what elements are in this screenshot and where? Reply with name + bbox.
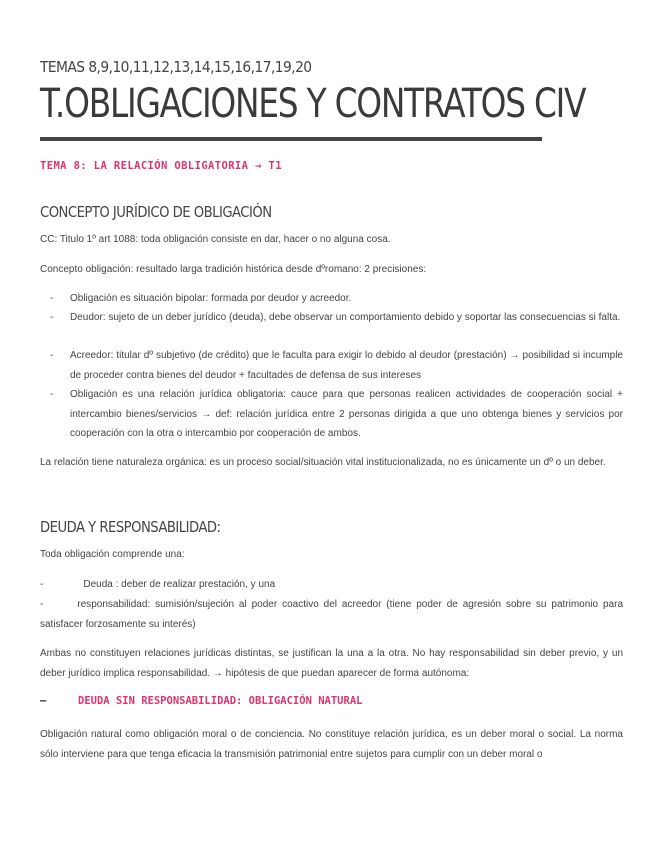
bullet-dash: - <box>50 312 54 323</box>
section-heading-deuda: DEUDA Y RESPONSABILIDAD: <box>40 518 221 536</box>
tema-heading: TEMA 8: LA RELACIÓN OBLIGATORIA → T1 <box>40 160 282 172</box>
paragraph: La relación tiene naturaleza orgánica: es un proceso social/situación vital institucionalizada, no es únicamente un dº o un deber. <box>40 457 606 468</box>
bullet-dash: - <box>40 579 44 590</box>
list-item: - Obligación es situación bipolar: formada por deudor y acreedor. <box>50 289 623 309</box>
paragraph: Ambas no constituyen relaciones jurídicas distintas, se justifican la una a la otra. No hay responsabilidad sin deber previo, y un deber jurídico implica responsabilidad. → hipótesis de que puedan aparecer de forma autónoma: <box>40 648 623 679</box>
list-item: - Obligación es una relación jurídica obligatoria: cauce para que personas realicen actividades de cooperación social + intercambio bienes/servicios → def: relación jurídica entre 2 personas dirigida a que uno obtenga bienes y servicios por cooperación con la otra o intercambio por cooperación de ambos. <box>50 385 623 444</box>
list-item: - responsabilidad: sumisión/sujeción al poder coactivo del acreedor (tiene poder de agresión sobre su patrimonio para satisfacer forzosamente su interés) <box>40 599 623 630</box>
document-subtitle: TEMAS 8,9,10,11,12,13,14,15,16,17,19,20 <box>40 58 312 76</box>
subsection-heading: – DEUDA SIN RESPONSABILIDAD: OBLIGACIÓN NATURAL <box>40 695 363 707</box>
list-item: - Acreedor: titular dº subjetivo (de crédito) que le faculta para exigir lo debido al deudor (prestación) → posibilidad si incumple de proceder contra bienes del deudor + facultades de defensa de sus intereses <box>50 346 623 385</box>
paragraph: Toda obligación comprende una: <box>40 549 185 560</box>
bullet-dash: - <box>50 293 54 304</box>
heading-dash: – <box>40 695 47 707</box>
paragraph: Concepto obligación: resultado larga tradición histórica desde dºromano: 2 precisiones: <box>40 264 427 275</box>
paragraph: CC: Titulo 1º art 1088: toda obligación consiste en dar, hacer o no alguna cosa. <box>40 234 391 245</box>
list-item: - Deudor: sujeto de un deber jurídico (deuda), debe observar un comportamiento debido y soportar las consecuencias si falta. <box>50 308 623 328</box>
bullet-dash: - <box>50 350 54 361</box>
list-item: - Deuda : deber de realizar prestación, y una <box>40 579 276 590</box>
section-heading-concepto: CONCEPTO JURÍDICO DE OBLIGACIÓN <box>40 203 272 221</box>
document-title: T.OBLIGACIONES Y CONTRATOS CIV <box>40 81 586 127</box>
bullet-dash: - <box>50 389 54 400</box>
bullet-dash: - <box>40 599 44 610</box>
title-divider <box>40 137 542 141</box>
paragraph: Obligación natural como obligación moral o de conciencia. No constituye relación jurídica, es un deber moral o social. La norma sólo interviene para que tenga eficacia la transmisión patrimonial entre sujetos para cumplir con un deber moral o <box>40 729 623 760</box>
